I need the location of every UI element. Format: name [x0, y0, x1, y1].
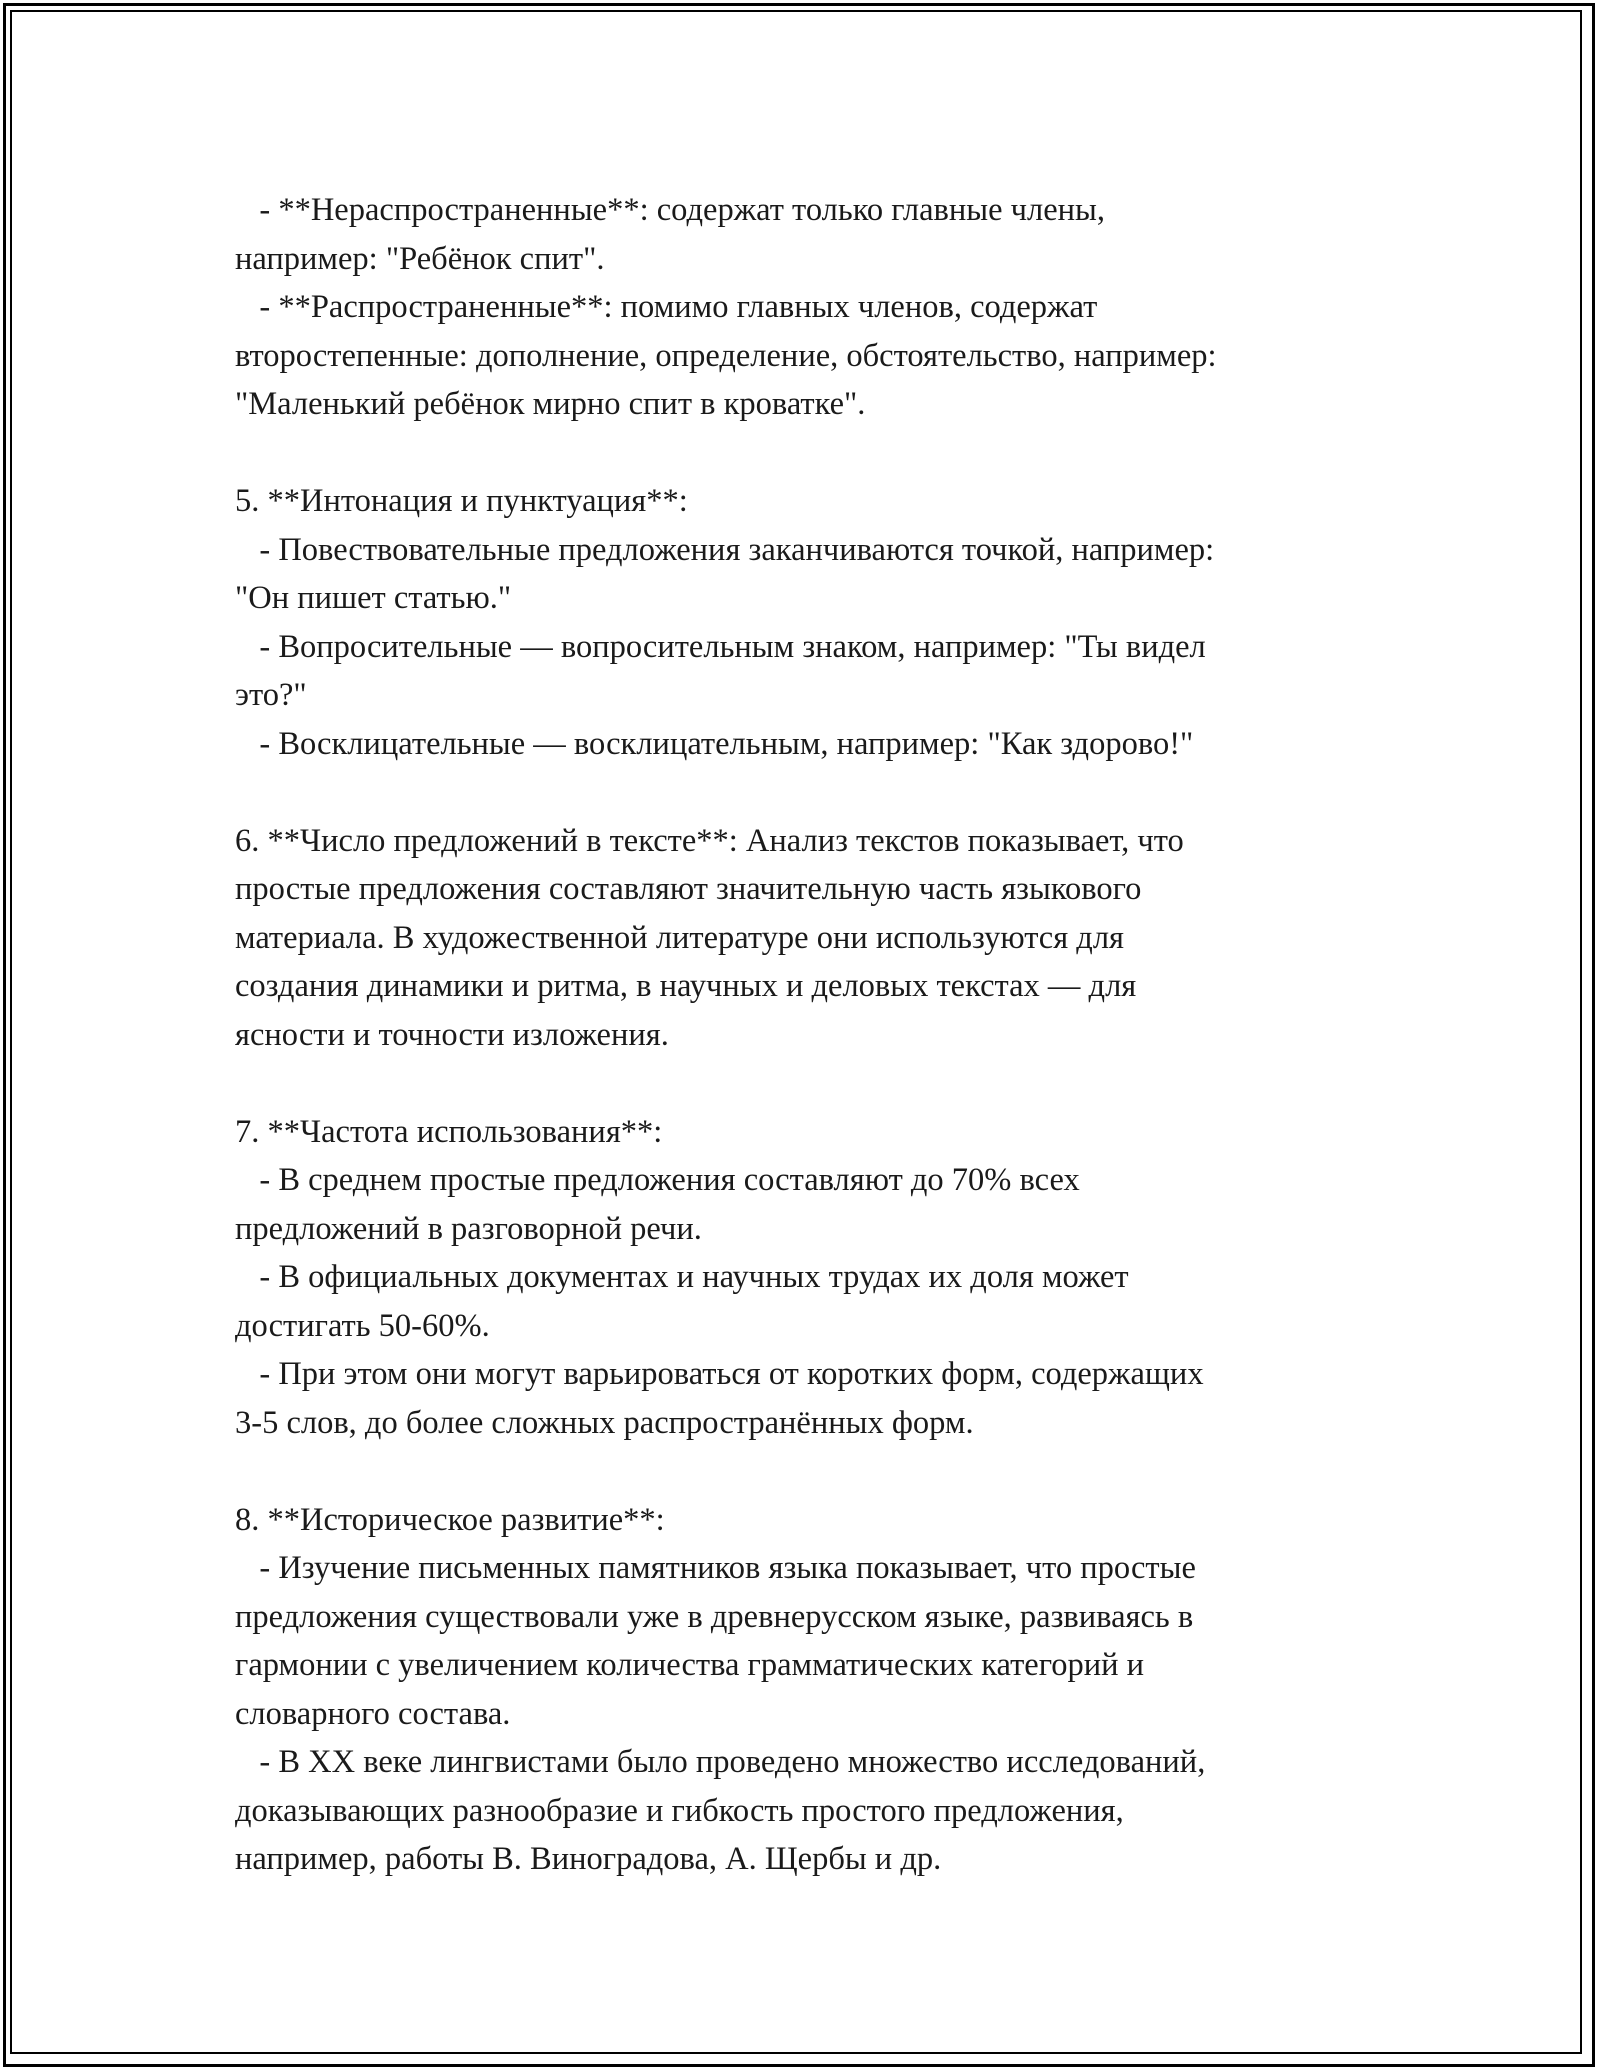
text-line: например, работы В. Виноградова, А. Щербы и др. [235, 1841, 942, 1877]
text-line: - В официальных документах и научных трудах их доля может [235, 1259, 1129, 1295]
text-line: - **Нераспространенные**: содержат только главные члены, [235, 192, 1105, 228]
text-line: это?" [235, 677, 307, 713]
text-line: достигать 50-60%. [235, 1307, 490, 1344]
text-line: "Он пишет статью." [235, 580, 512, 616]
section-heading: 8. **Историческое развитие**: [235, 1501, 665, 1538]
document-body [235, 186, 1365, 1884]
text-line: гармонии с увеличением количества грамматических категорий и [235, 1647, 1145, 1683]
text-line: ясности и точности изложения. [235, 1016, 669, 1053]
text-line: словарного состава. [235, 1695, 511, 1732]
paragraph-spacer [235, 429, 1365, 478]
text-line: материала. В художественной литературе они используются для [235, 919, 1125, 956]
text-line: "Маленький ребёнок мирно спит в кроватке". [235, 386, 866, 422]
text-line: например: "Ребёнок спит". [235, 240, 605, 277]
text-line: простые предложения составляют значительную часть языкового [235, 871, 1142, 907]
paragraph-spacer [235, 768, 1365, 817]
section-heading: 6. **Число предложений в тексте**: Анализ текстов показывает, что [235, 822, 1184, 859]
paragraph-spacer [235, 1447, 1365, 1496]
text-line: 3-5 слов, до более сложных распространённых форм. [235, 1404, 974, 1441]
text-line: - Изучение письменных памятников языка показывает, что простые [235, 1550, 1196, 1586]
text-line: - В XX веке лингвистами было проведено множество исследований, [235, 1744, 1206, 1780]
text-line: предложения существовали уже в древнерусском языке, развиваясь в [235, 1598, 1194, 1635]
text-line: - При этом они могут варьироваться от коротких форм, содержащих [235, 1356, 1204, 1392]
text-line: - **Распространенные**: помимо главных членов, содержат [235, 289, 1098, 325]
text-line: предложений в разговорной речи. [235, 1210, 702, 1247]
text-line: создания динамики и ритма, в научных и деловых текстах — для [235, 968, 1137, 1004]
text-line: доказывающих разнообразие и гибкость простого предложения, [235, 1792, 1124, 1829]
paragraph-spacer [235, 1059, 1365, 1108]
text-line: - Повествовательные предложения заканчиваются точкой, например: [235, 531, 1215, 568]
section-heading: 7. **Частота использования**: [235, 1113, 663, 1150]
text-line: второстепенные: дополнение, определение, обстоятельство, например: [235, 337, 1217, 374]
text-line: - В среднем простые предложения составляют до 70% всех [235, 1162, 1080, 1198]
text-line: - Вопросительные — вопросительным знаком, например: "Ты видел [235, 628, 1206, 665]
section-heading: 5. **Интонация и пунктуация**: [235, 483, 688, 519]
text-line: - Восклицательные — восклицательным, например: "Как здорово!" [235, 725, 1194, 762]
